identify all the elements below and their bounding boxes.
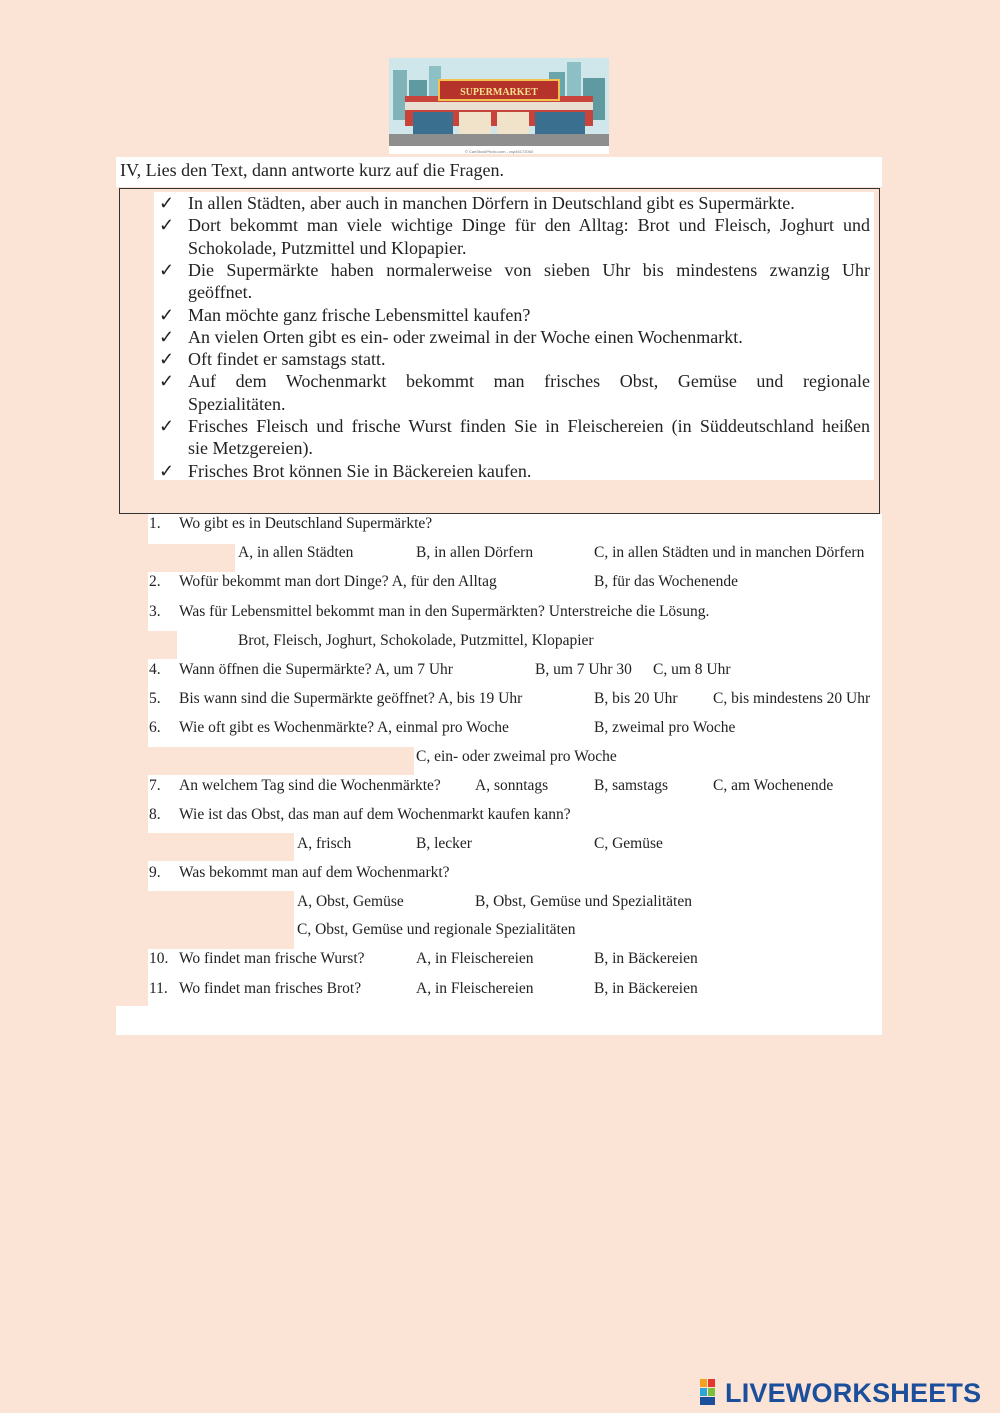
checkmark-icon: ✓	[159, 460, 175, 481]
q6-number: 6.	[149, 719, 161, 736]
bullet-text: In allen Städten, aber auch in manchen Dörfern in Deutschland gibt es Supermärkte.	[188, 193, 795, 213]
task-heading: IV, Lies den Text, dann antworte kurz auf die Fragen.	[116, 157, 882, 187]
q4-text[interactable]: Wann öffnen die Supermärkte? A, um 7 Uhr	[179, 661, 453, 678]
checkmark-icon: ✓	[159, 304, 175, 325]
q9-option-a[interactable]: A, Obst, Gemüse	[297, 893, 404, 910]
q5-option-c[interactable]: C, bis mindestens 20 Uhr	[713, 690, 871, 707]
q3-number: 3.	[149, 603, 161, 620]
q7-option-a[interactable]: A, sonntags	[475, 777, 549, 794]
checkmark-icon: ✓	[159, 215, 175, 236]
q11-number: 11.	[149, 980, 168, 997]
liveworksheets-logo	[700, 1377, 981, 1409]
bullet-text: geöffnet.	[188, 282, 253, 303]
sign-text: SUPERMARKET	[460, 87, 538, 98]
q2-text[interactable]: Wofür bekommt man dort Dinge? A, für den Alltag	[179, 573, 497, 590]
q2-number: 2.	[149, 573, 161, 590]
q11-option-a[interactable]: A, in Fleischereien	[416, 980, 534, 997]
q10-option-a[interactable]: A, in Fleischereien	[416, 950, 534, 967]
q8-text: Wie ist das Obst, das man auf dem Wochenmarkt kaufen kann?	[179, 806, 571, 823]
bullet-text: Man möchte ganz frische Lebensmittel kaufen?	[188, 304, 531, 325]
q7-option-c[interactable]: C, am Wochenende	[713, 777, 834, 794]
checkmark-icon: ✓	[159, 259, 175, 280]
q6-text[interactable]: Wie oft gibt es Wochenmärkte? A, einmal pro Woche	[179, 719, 509, 736]
q5-text[interactable]: Bis wann sind die Supermärkte geöffnet? A, bis 19 Uhr	[179, 690, 523, 707]
checkmark-icon: ✓	[159, 371, 175, 392]
q2-option-b[interactable]: B, für das Wochenende	[594, 573, 738, 590]
bullet-text: Schokolade, Putzmittel und Klopapier.	[188, 237, 467, 258]
bullet-text: Frisches Brot können Sie in Bäckereien kaufen.	[188, 460, 532, 481]
q4-number: 4.	[149, 661, 161, 678]
checkmark-icon: ✓	[159, 193, 175, 213]
checkmark-icon: ✓	[159, 326, 175, 347]
questions-footer	[116, 1006, 882, 1035]
q1-text: Wo gibt es in Deutschland Supermärkte?	[179, 515, 433, 532]
q1-option-b[interactable]: B, in allen Dörfern	[416, 544, 534, 561]
q6-option-b[interactable]: B, zweimal pro Woche	[594, 719, 736, 736]
q5-option-b[interactable]: B, bis 20 Uhr	[594, 690, 678, 707]
q6-option-c[interactable]: C, ein- oder zweimal pro Woche	[416, 748, 617, 765]
q1-option-c[interactable]: C, in allen Städten und in manchen Dörfern	[594, 544, 865, 561]
image-credit: © CanStockPhoto.com - csp46172063	[464, 149, 534, 154]
q7-text: An welchem Tag sind die Wochenmärkte?	[179, 777, 441, 794]
q9-option-b[interactable]: B, Obst, Gemüse und Spezialitäten	[475, 893, 692, 910]
q8-option-b[interactable]: B, lecker	[416, 835, 472, 852]
checkmark-icon: ✓	[159, 349, 175, 370]
q9-number: 9.	[149, 864, 161, 881]
reading-text	[154, 192, 874, 480]
q11-option-b[interactable]: B, in Bäckereien	[594, 980, 698, 997]
q3-text: Was für Lebensmittel bekommt man in den Supermärkten? Unterstreiche die Lösung.	[179, 603, 710, 620]
q9-option-c[interactable]: C, Obst, Gemüse und regionale Spezialitäten	[297, 921, 576, 938]
q10-option-b[interactable]: B, in Bäckereien	[594, 950, 698, 967]
q10-text: Wo findet man frische Wurst?	[179, 950, 365, 967]
bullet-text: An vielen Orten gibt es ein- oder zweimal in der Woche einen Wochenmarkt.	[188, 326, 743, 347]
q8-option-a[interactable]: A, frisch	[297, 835, 352, 852]
bullet-text: sie Metzgereien).	[188, 438, 313, 459]
supermarket-illustration	[389, 58, 609, 154]
q3-words[interactable]: Brot, Fleisch, Joghurt, Schokolade, Putzmittel, Klopapier	[238, 632, 594, 649]
q1-option-a[interactable]: A, in allen Städten	[238, 544, 354, 561]
q7-option-b[interactable]: B, samstags	[594, 777, 669, 794]
q11-text: Wo findet man frisches Brot?	[179, 980, 362, 997]
q1-number: 1.	[149, 515, 161, 532]
q4-option-b[interactable]: B, um 7 Uhr 30	[535, 661, 632, 678]
bullet-text: Die Supermärkte haben normalerweise von sieben Uhr bis mindestens zwanzig Uhr	[188, 259, 870, 280]
q9-text: Was bekommt man auf dem Wochenmarkt?	[179, 864, 450, 881]
bullet-text: Frisches Fleisch und frische Wurst finden Sie in Fleischereien (in Süddeutschland heißen	[188, 416, 870, 436]
q7-number: 7.	[149, 777, 161, 794]
q8-number: 8.	[149, 806, 161, 823]
q8-option-c[interactable]: C, Gemüse	[594, 835, 663, 852]
q5-number: 5.	[149, 690, 161, 707]
bullet-text: Spezialitäten.	[188, 393, 286, 414]
bullet-text: Dort bekommt man viele wichtige Dinge für den Alltag: Brot und Fleisch, Joghurt und	[188, 215, 870, 236]
q10-number: 10.	[149, 950, 169, 967]
bullet-text: Oft findet er samstags statt.	[188, 349, 386, 370]
checkmark-icon: ✓	[159, 416, 175, 436]
q4-option-c[interactable]: C, um 8 Uhr	[653, 661, 731, 678]
bullet-text: Auf dem Wochenmarkt bekommt man frisches Obst, Gemüse und regionale	[188, 371, 870, 392]
logo-icon	[700, 1379, 724, 1407]
logo-text: LIVEWORKSHEETS	[725, 1377, 982, 1408]
